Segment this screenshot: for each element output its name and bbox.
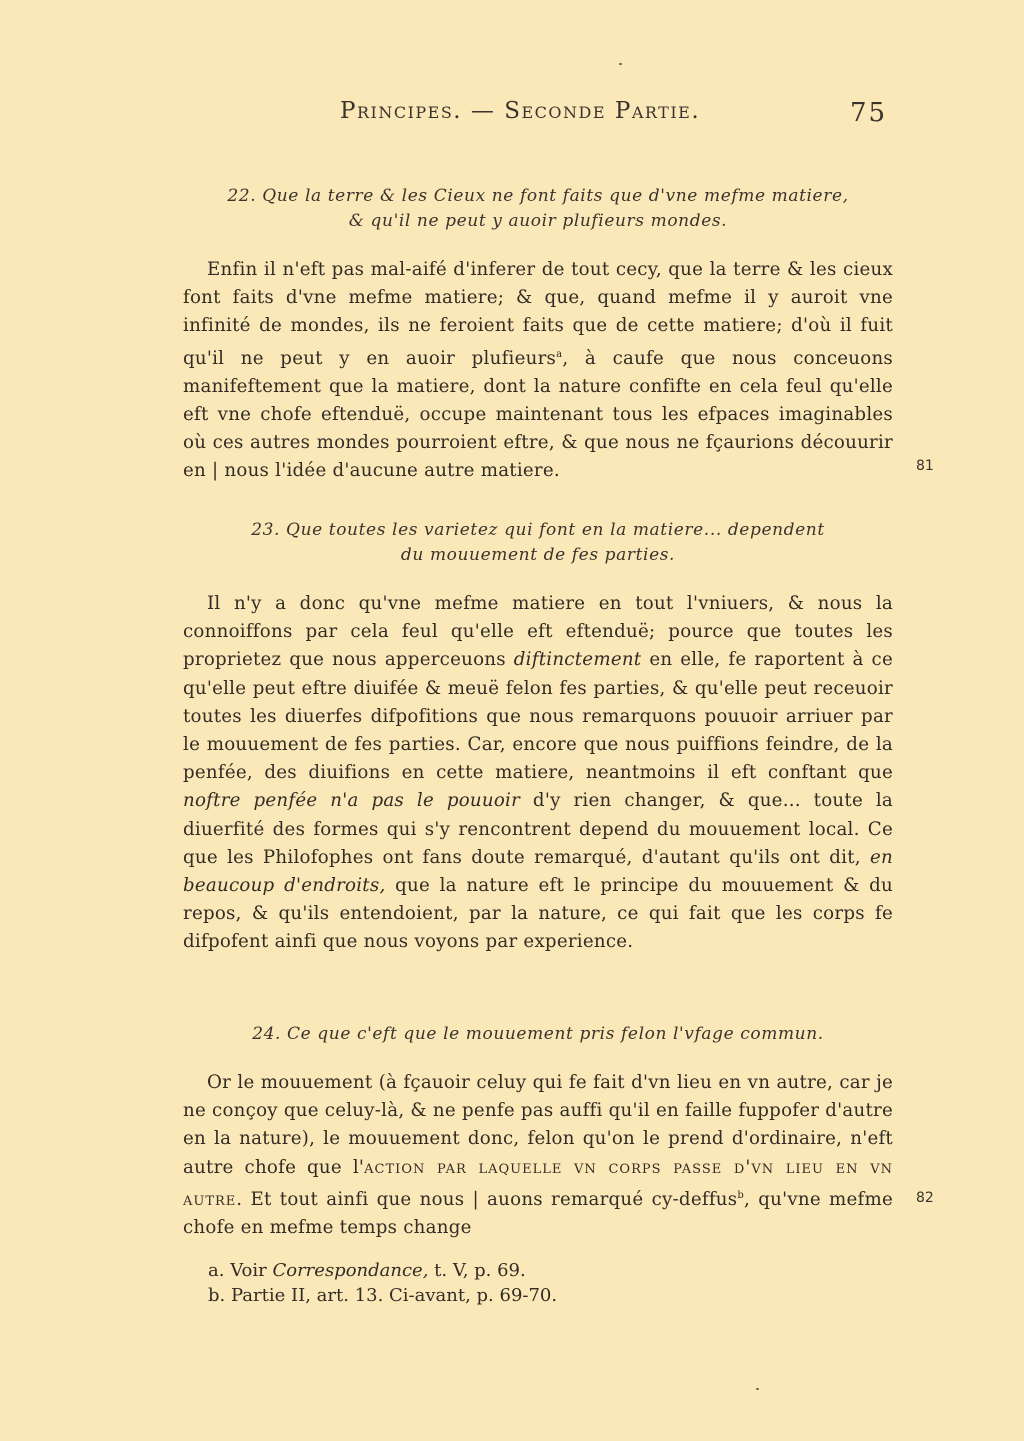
footnote-ref-a: a: [556, 348, 563, 360]
article-24-paragraph: Or le mouuement (à fçauoir celuy qui fe fait d'vn lieu en vn autre, car je ne conçoy que celuy-là, & ne penfe pas auffi qu'il en faille fuppofer d'autre en la nature), le mouuement donc, felon qu'on le prend d'ordinaire, n'eft autre chofe que l'action par laquelle vn corps passe d'vn lieu en vn autre. Et tout ainfi que nous | auons remarqué cy-deffus$^b$, qu'vne mefme chofe en mefme temps change: [183, 1072, 894, 1239]
article-22-body: [183, 256, 893, 486]
footnotes: [208, 1258, 708, 1308]
article-24: [183, 1022, 893, 1242]
footnote-ref-b: b: [737, 1189, 745, 1201]
article-22-paragraph: Enfin il n'eft pas mal-aifé d'inferer de tout cecy, que la terre & les cieux font faits d'vne mefme matiere; & que, quand mefme il y auroit vne infinité de mondes, ils ne feroient faits que de cette matiere; d'où il fuit qu'il ne peut y en auoir plufieurs$^a$, à caufe que nous conceuons manifeftement que la matiere, dont la nature confifte en cela feul qu'elle eft vne chofe eftenduë, occupe maintenant tous les efpaces imaginables où ces autres mondes pourroient eftre, & que nous ne fçaurions découurir en | nous l'idée d'aucune autre matiere.: [183, 259, 894, 482]
article-23-paragraph: Il n'y a donc qu'vne mefme matiere en tout l'vniuers, & nous la connoiffons par cela feul qu'elle eft eftenduë; pource que toutes les proprietez que nous apperceuons diftinctement en elle, fe raportent à ce qu'elle peut eftre diuifée & meuë felon fes parties, & qu'elle peut receuoir toutes les diuerfes difpofitions que nous remarquons pouuoir arriuer par le mouuement de fes parties. Car, encore que nous puiffions feindre, de la penfée, des diuifions en cette matiere, neantmoins il eft conftant que noftre penfée n'a pas le pouuoir d'y rien changer, & que... toute la diuerfité des formes qui s'y rencontrent depend du mouuement local. Ce que les Philofophes ont fans doute remarqué, d'autant qu'ils ont dit, en beaucoup d'endroits, que la nature eft le principe du mouuement & du repos, & qu'ils entendoient, par la nature, ce qui fait que les corps fe difpofent ainfi que nous voyons par experience.: [183, 593, 894, 953]
paper-speck: [619, 63, 622, 65]
page-number: 75: [850, 98, 888, 128]
article-24-title: [183, 1022, 893, 1047]
article-22-title: [183, 184, 893, 234]
margin-number-81: 81: [916, 458, 934, 474]
article-24-title-line-1: 24. Ce que c'eft que le mouuement pris felon l'vfage commun.: [252, 1024, 824, 1044]
footnote-a: a. Voir Correspondance, t. V, p. 69.: [208, 1260, 526, 1281]
article-22-title-line-1: 22. Que la terre & les Cieux ne font faits que d'vne mefme matiere,: [227, 186, 849, 206]
paper-speck: [756, 1388, 759, 1390]
article-23: [183, 518, 893, 957]
article-23-title-line-1: 23. Que toutes les varietez qui font en la matiere... dependent: [251, 520, 825, 540]
article-22-title-line-2: & qu'il ne peut y auoir plufieurs mondes.: [348, 211, 728, 231]
footnote-b: b. Partie II, art. 13. Ci-avant, p. 69-70.: [208, 1285, 558, 1306]
article-24-body: [183, 1069, 893, 1242]
margin-number-82: 82: [916, 1190, 934, 1206]
article-22: [183, 184, 893, 486]
article-23-title-line-2: du mouuement de fes parties.: [400, 545, 676, 565]
article-23-title: [183, 518, 893, 568]
article-23-body: [183, 590, 893, 957]
running-head: Principes. — Seconde Partie.: [340, 98, 701, 124]
